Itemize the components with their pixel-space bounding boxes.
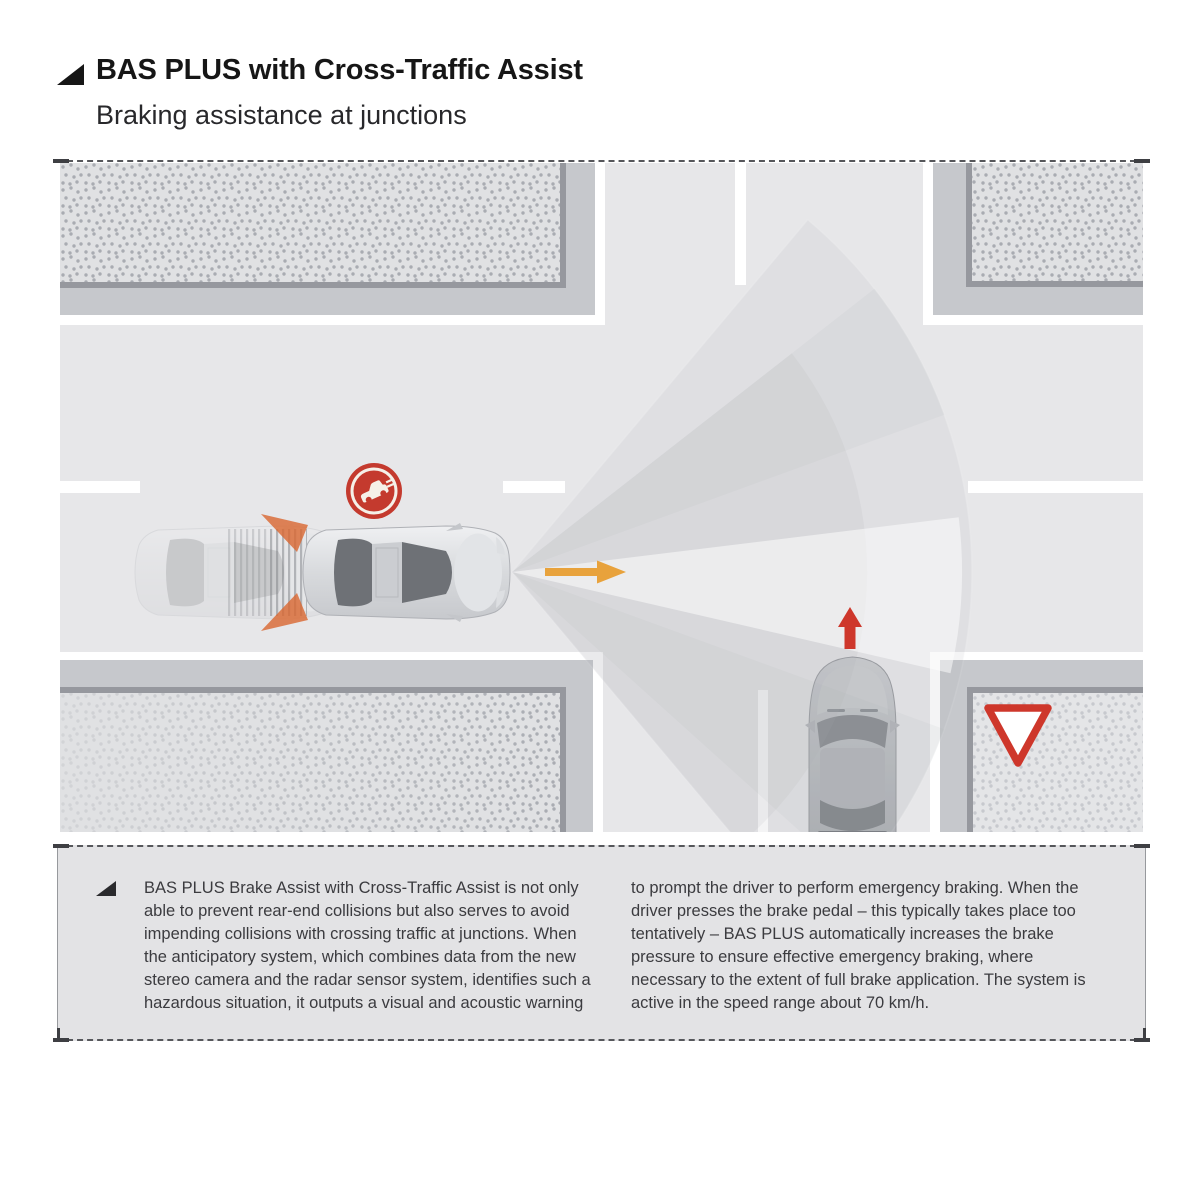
bullet-triangle-icon xyxy=(96,881,116,896)
building-block-top-right xyxy=(933,163,1143,315)
page-subtitle: Braking assistance at junctions xyxy=(96,100,467,130)
diagram-top-border xyxy=(57,160,1146,162)
building-block-top-left xyxy=(60,163,595,315)
frame-tick xyxy=(57,1028,60,1040)
building-block-bottom-right xyxy=(940,660,1143,832)
ego-car-group xyxy=(135,514,510,631)
page-title: BAS PLUS with Cross-Traffic Assist xyxy=(96,54,583,86)
frame-tick xyxy=(1134,844,1150,848)
collision-warning-icon xyxy=(346,463,402,519)
junction-diagram xyxy=(60,163,1143,832)
frame-tick xyxy=(53,844,69,848)
frame-tick xyxy=(53,1038,69,1042)
ego-car xyxy=(303,523,510,622)
title-triangle-icon xyxy=(57,64,84,85)
description-panel xyxy=(57,845,1146,1041)
building-block-bottom-left xyxy=(60,660,593,832)
frame-tick xyxy=(1134,1038,1150,1042)
frame-tick xyxy=(1143,1028,1146,1040)
description-left-column: BAS PLUS Brake Assist with Cross-Traffic Assist is not only able to prevent rear-end collisions but also serves to avoid impending collisions with crossing traffic at junctions. When the anticipatory system, which combines data from the new stereo camera and the radar sensor system, identifies such a hazardous situation, it outputs a visual and acoustic warning xyxy=(144,879,591,1012)
description-right-column: to prompt the driver to perform emergency braking. When the driver presses the brake pedal – this typically takes place too tentatively – BAS PLUS automatically increases the brake pressure to ensure effective emergency braking, where necessary to the extent of full brake application. The system is active in the speed range about 70 km/h. xyxy=(631,879,1086,1012)
